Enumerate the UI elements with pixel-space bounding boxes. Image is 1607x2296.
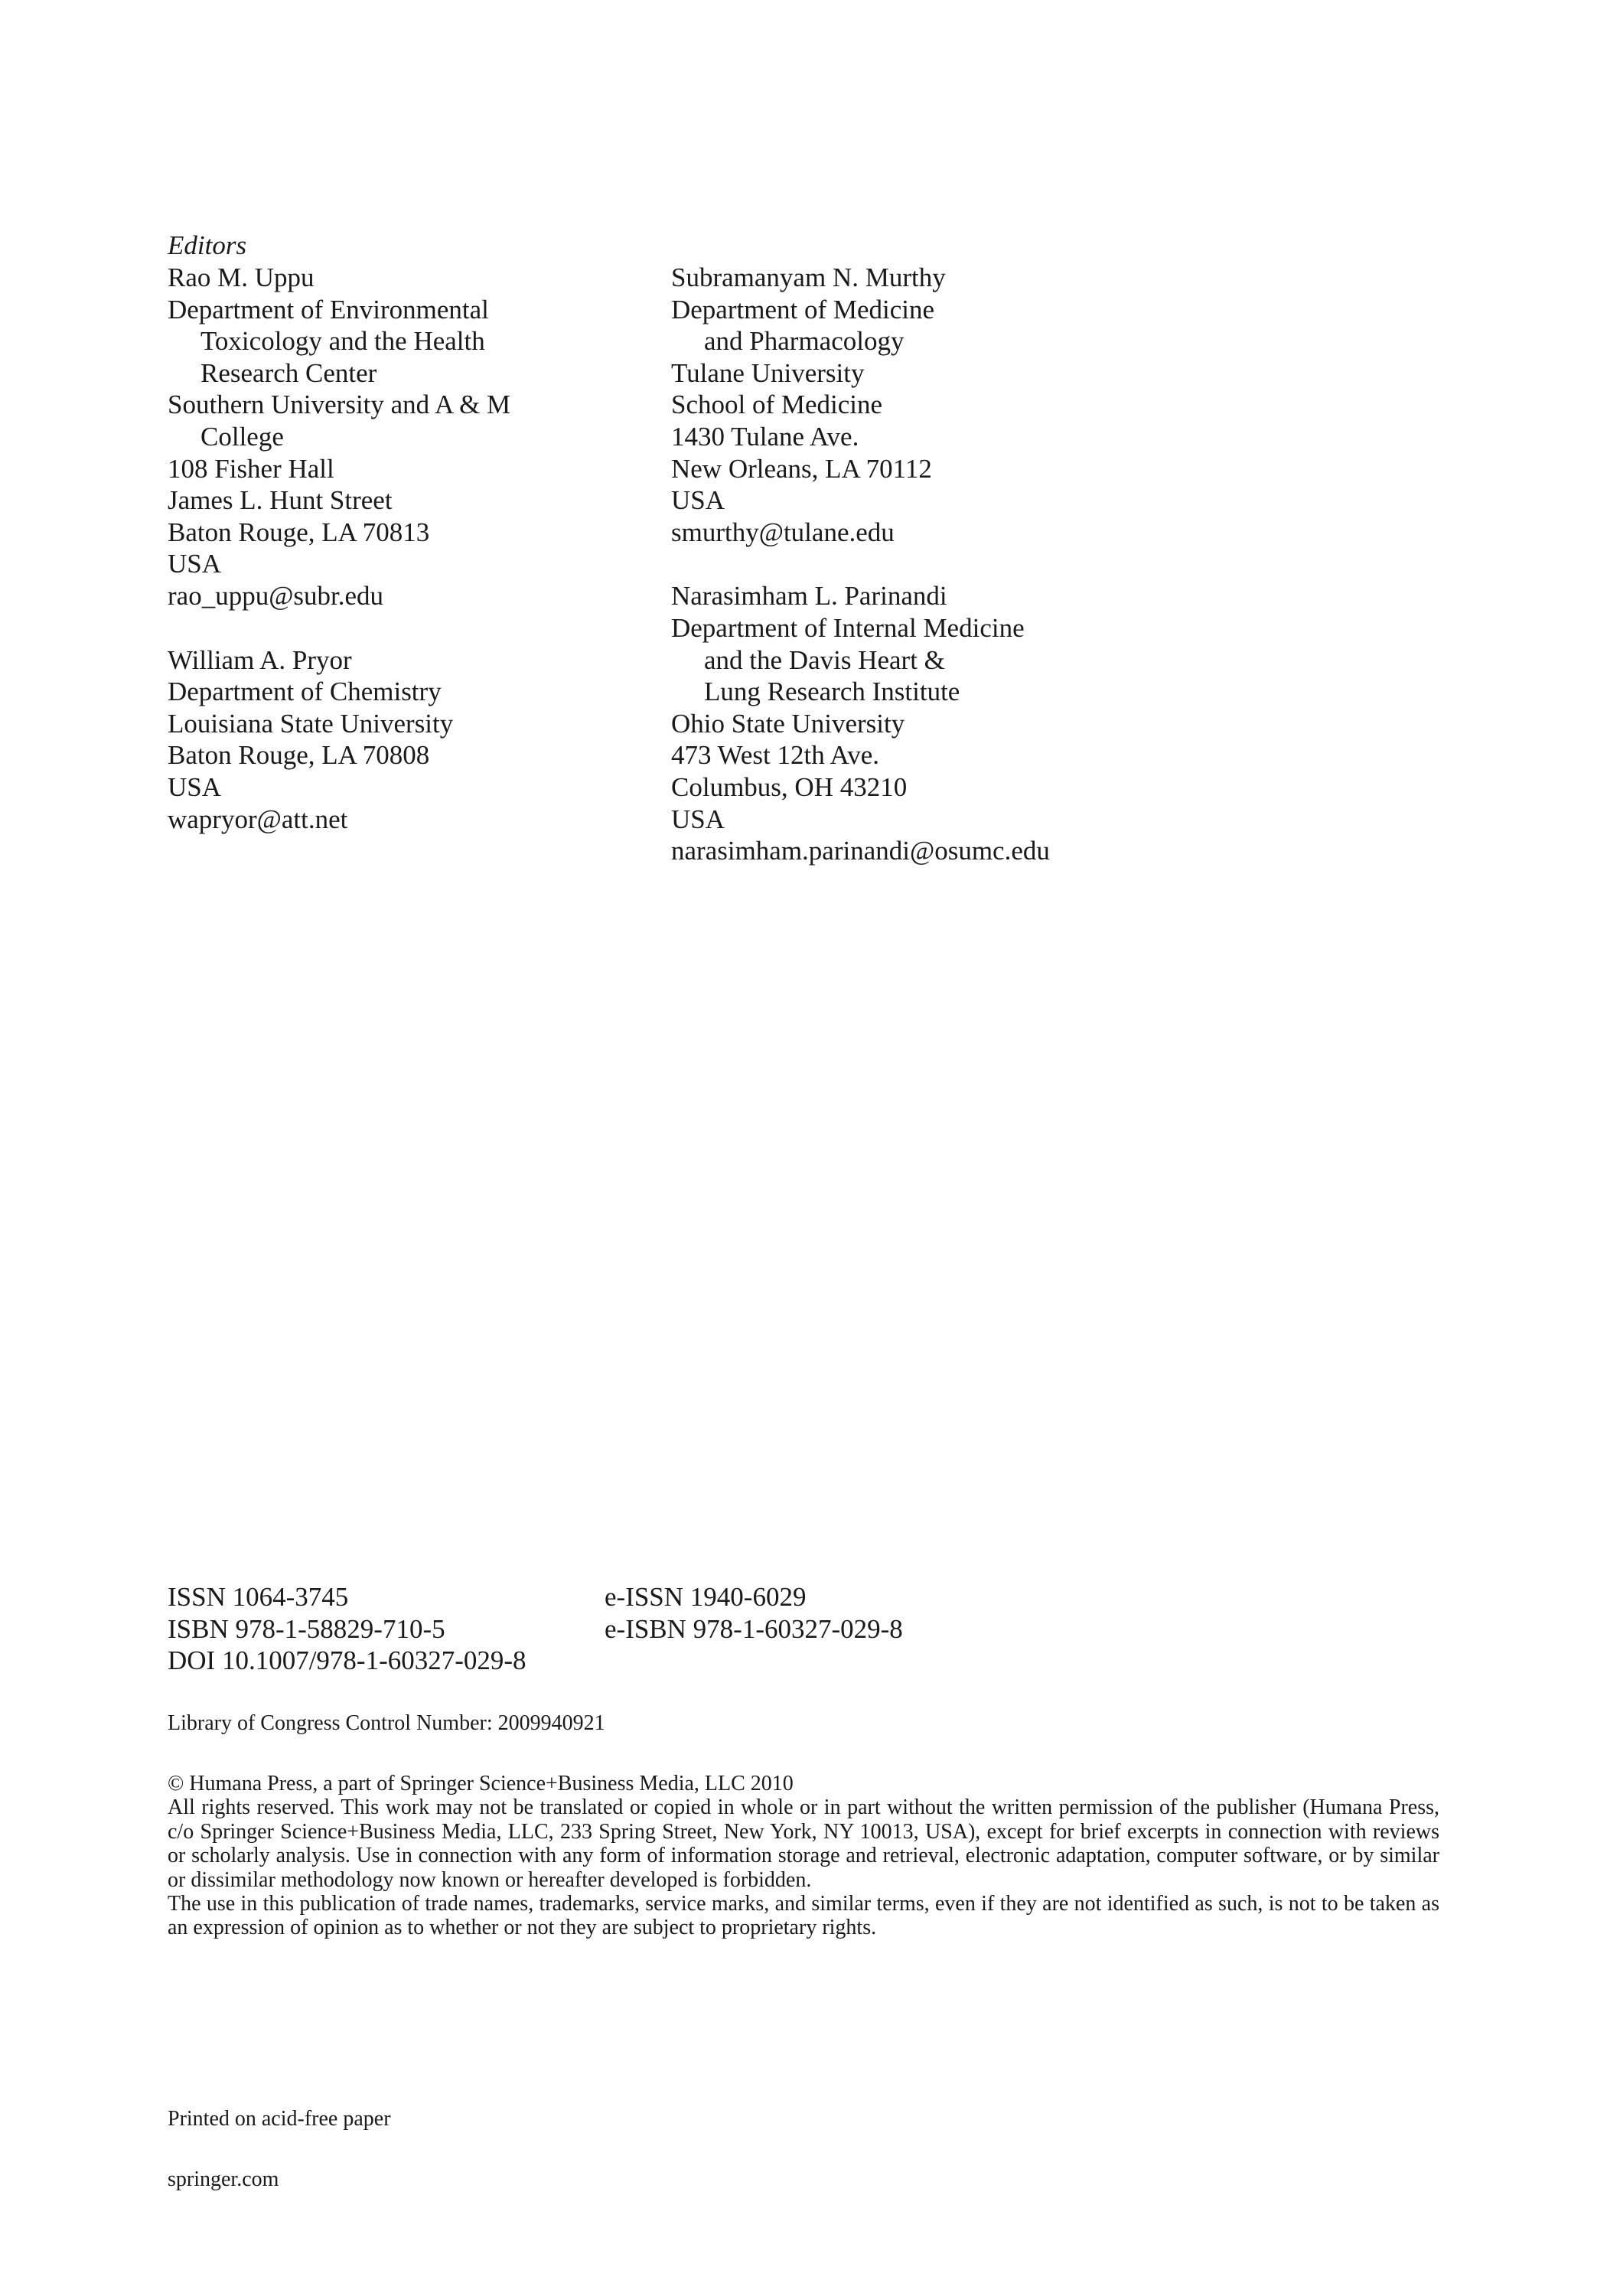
isbn-row [168, 1613, 903, 1645]
e-isbn: e-ISBN 978-1-60327-029-8 [605, 1613, 903, 1644]
issn: ISSN 1064-3745 [168, 1582, 349, 1612]
address-line: USA [168, 771, 222, 802]
address-line: USA [671, 485, 725, 516]
address-line: and Pharmacology [704, 326, 905, 357]
issn-row [168, 1581, 807, 1613]
website-link[interactable]: springer.com [168, 2167, 279, 2191]
address-line: 108 Fisher Hall [168, 453, 334, 484]
doi-row [168, 1645, 526, 1677]
address-line: Baton Rouge, LA 70808 [168, 740, 430, 771]
address-line: USA [671, 804, 725, 834]
address-line: James L. Hunt Street [168, 485, 393, 516]
address-line: Department of Medicine [671, 294, 935, 325]
address-line: smurthy@tulane.edu [671, 517, 895, 547]
address-line: Department of Environmental [168, 294, 489, 325]
address-line: USA [168, 549, 222, 579]
editors-right-column [671, 262, 1421, 867]
copyright-line: © Humana Press, a part of Springer Science+Business Media, LLC 2010 [168, 1772, 794, 1795]
lccn: Library of Congress Control Number: 2009940921 [168, 1711, 605, 1735]
address-line: Toxicology and the Health [200, 326, 485, 357]
editors-heading: Editors [168, 230, 247, 260]
address-line: Research Center [200, 357, 377, 388]
address-line: Louisiana State University [168, 708, 454, 739]
doi: DOI 10.1007/978-1-60327-029-8 [168, 1645, 526, 1676]
editors-left-column [168, 262, 657, 835]
printed-note: Printed on acid-free paper [168, 2107, 391, 2131]
identifiers-block [168, 1581, 903, 1677]
address-line: Rao M. Uppu [168, 263, 315, 292]
copyright-block [168, 1772, 1439, 1940]
address-line: Baton Rouge, LA 70813 [168, 517, 430, 547]
address-line: Ohio State University [671, 708, 905, 739]
address-line: Lung Research Institute [704, 677, 960, 707]
address-line: Department of Chemistry [168, 677, 442, 707]
address-line: 1430 Tulane Ave. [671, 421, 859, 452]
address-line: Department of Internal Medicine [671, 612, 1025, 643]
address-line: William A. Pryor [168, 644, 352, 675]
address-line: College [200, 421, 284, 452]
address-line: wapryor@att.net [168, 804, 348, 834]
address-line: rao_uppu@subr.edu [168, 580, 384, 611]
address-line: narasimham.parinandi@osumc.edu [671, 836, 1050, 866]
address-line: 473 West 12th Ave. [671, 740, 879, 771]
trademark-statement: The use in this publication of trade names, trademarks, service marks, and similar terms, even if they are not identified as such, is not to be taken as an expression of opinion as to whether or not they are subject to proprietary rights. [168, 1892, 1439, 1940]
editor-address [168, 262, 657, 612]
editor-address [671, 580, 1421, 866]
address-line: Tulane University [671, 357, 865, 388]
rights-statement: All rights reserved. This work may not be translated or copied in whole or in part without the written permission of the publisher (Humana Press, c/o Springer Science+Business Media, LLC, 233 Spring Street, New York, NY 10013, USA), except for brief excerpts in connection with reviews or scholarly analysis. Use in connection with any form of information storage and retrieval, electronic adaptation, computer software, or by similar or dissimilar methodology now known or hereafter developed is forbidden. [168, 1795, 1439, 1892]
address-line: Subramanyam N. Murthy [671, 263, 946, 292]
address-line: Narasimham L. Parinandi [671, 581, 947, 612]
address-line: Southern University and A & M [168, 390, 511, 420]
address-line: School of Medicine [671, 390, 883, 420]
address-line: and the Davis Heart & [704, 644, 945, 675]
editor-address [671, 262, 1421, 548]
address-line: New Orleans, LA 70112 [671, 453, 932, 484]
isbn: ISBN 978-1-58829-710-5 [168, 1613, 445, 1644]
editor-address [168, 644, 657, 836]
e-issn: e-ISSN 1940-6029 [605, 1582, 807, 1612]
address-line: Columbus, OH 43210 [671, 771, 908, 802]
